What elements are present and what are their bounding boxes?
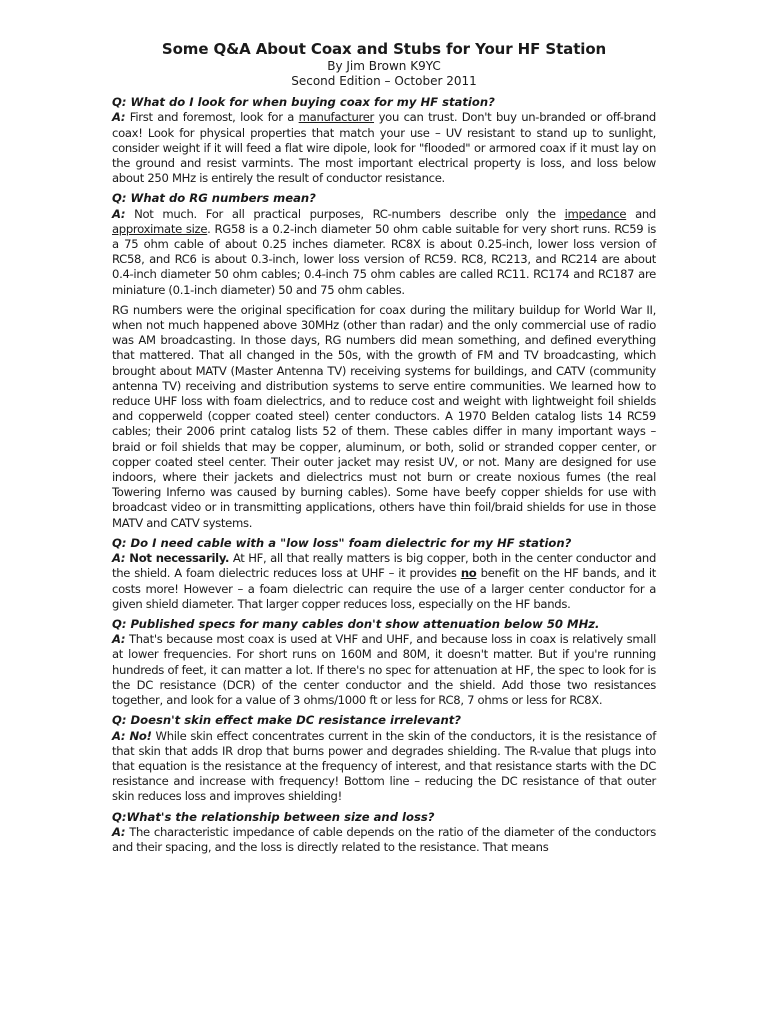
emphasis-word: no bbox=[460, 566, 477, 581]
answer-label: A: No! bbox=[112, 728, 152, 743]
answer-5 bbox=[112, 729, 656, 805]
answer-label: A: bbox=[112, 110, 126, 125]
answer-text: you can trust. Don't buy un-branded or off-brand coax! Look for physical properties that match your use – UV resistant to stand up to sunlight, consider weight if it will feed a flat wire dipole, look for "flooded" or armored coax if it must lay on the ground and resist varmints. The most important electrical property is loss, and loss below about 250 MHz is entirely the result of conductor resistance. bbox=[112, 110, 656, 186]
answer-text: Not much. For all practical purposes, RC-numbers describe only the bbox=[125, 206, 565, 221]
question-3: Q: Do I need cable with a "low loss" foam dielectric for my HF station? bbox=[112, 535, 572, 550]
document-page bbox=[112, 40, 656, 860]
answer-text: and bbox=[626, 206, 656, 221]
answer-3 bbox=[112, 551, 656, 612]
answer-text: First and foremost, look for a bbox=[125, 110, 299, 125]
edition-line: Second Edition – October 2011 bbox=[291, 74, 477, 88]
answer-4 bbox=[112, 632, 656, 708]
underlined-term: approximate size bbox=[112, 221, 208, 236]
document-title: Some Q&A About Coax and Stubs for Your HF Station bbox=[161, 40, 607, 58]
answer-text: While skin effect concentrates current in the skin of the conductors, it is the resistance of that skin that adds IR drop that burns power and degrades shielding. The R-value that plugs into that equation is the resistance at the frequency of interest, and that resistance starts with the DC resistance and increase with frequency! Bottom line – reducing the DC resistance of that outer skin reduces loss and improves shielding! bbox=[112, 728, 656, 804]
answer-text: At HF, all that really matters is big copper, both in the center conductor and the shield. A foam dielectric reduces loss at UHF – it provides bbox=[112, 551, 657, 581]
answer-label: A: bbox=[112, 824, 126, 839]
answer-text: . RG58 is a 0.2-inch diameter 50 ohm cable suitable for very short runs. RC59 is a 75 ohm cable of about 0.25 inches diameter. RC8X is about 0.25-inch, lower loss version of RC58, and RC6 is about 0.3-inch, lower loss version of RC59. RC8, RC213, and RC214 are about 0.4-inch diameter 50 ohm cables; 0.4-inch 75 ohm cables are called RC11. RC174 and RC187 are miniature (0.1-inch diameter) 50 and 75 ohm cables. bbox=[112, 221, 656, 297]
question-2: Q: What do RG numbers mean? bbox=[112, 191, 316, 206]
answer-text: benefit on the HF bands, and it costs more! However – a foam dielectric can require the use of a larger center conductor for a given shield diameter. That larger copper reduces loss, especially on the HF bands. bbox=[112, 566, 656, 611]
answer-1 bbox=[112, 110, 656, 186]
answer-6 bbox=[112, 825, 656, 855]
answer-2 bbox=[112, 207, 656, 298]
answer-text: The characteristic impedance of cable depends on the ratio of the diameter of the conductors and their spacing, and the loss is directly related to the resistance. That means bbox=[112, 824, 656, 855]
question-1: Q: What do I look for when buying coax for my HF station? bbox=[112, 95, 495, 109]
question-5: Q: Doesn't skin effect make DC resistance irrelevant? bbox=[112, 713, 461, 728]
answer-text: That's because most coax is used at VHF and UHF, and because loss in coax is relatively small at lower frequencies. For short runs on 160M and 80M, it doesn't matter. But if you're running hundreds of feet, it can matter a lot. If there's no spec for attenuation at HF, the spec to look for is the DC resistance (DCR) of the center conductor and the shield. Add those two resistances together, and look for a value of 3 ohms/1000 ft or less for RC8, 7 ohms or less for RC8X. bbox=[112, 632, 656, 708]
bold-phrase: Not necessarily. bbox=[125, 551, 230, 566]
answer-label: A: bbox=[112, 632, 126, 647]
question-6: Q:What's the relationship between size and loss? bbox=[112, 809, 435, 824]
question-4: Q: Published specs for many cables don't show attenuation below 50 MHz. bbox=[112, 616, 600, 631]
underlined-term: impedance bbox=[564, 206, 627, 221]
underlined-term: manufacturer bbox=[298, 110, 375, 125]
answer-label: A: bbox=[112, 206, 126, 221]
answer-label: A: bbox=[112, 551, 126, 566]
author-line: By Jim Brown K9YC bbox=[327, 59, 441, 73]
answer-2-continued: RG numbers were the original specification for coax during the military buildup for World War II, when not much happened above 30MHz (other than radar) and the only commercial use of radio was AM broadcasting. In those days, RG numbers did mean something, and defined everything that mattered. That all changed in the 50s, with the growth of FM and TV broadcasting, which brought about MATV (Master Antenna TV) receiving systems for buildings, and CATV (community antenna TV) receiving and distribution systems to serve entire communities. We learned how to reduce UHF loss with foam dielectrics, and to reduce cost and weight with lightweight foil shields and copperweld (copper coated steel) center conductors. A 1970 Belden catalog lists 14 RC59 cables; their 2006 print catalog lists 52 of them. These cables differ in many important ways – braid or foil shields that may be copper, aluminum, or both, solid or stranded copper center, or copper coated steel center. Their outer jacket may resist UV, or not. Many are designed for use indoors, where their jackets and dielectrics must not burn or create noxious fumes (the real Towering Inferno was caused by burning cables). Some have beefy copper shields for use with broadcast video or in transmitting applications, others have thin foil/braid shields for use in those MATV and CATV systems. bbox=[112, 302, 656, 530]
